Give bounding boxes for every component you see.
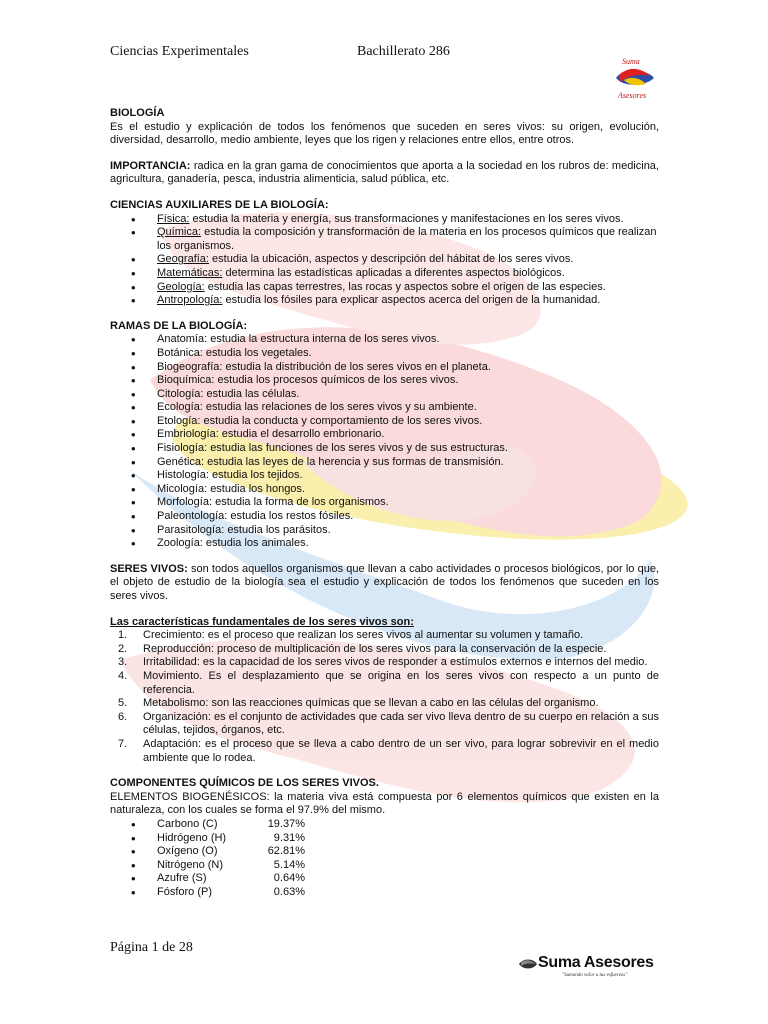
section-title-ramas: RAMAS DE LA BIOLOGÍA: xyxy=(110,319,248,332)
list-item-term: Geografía: xyxy=(157,253,209,266)
list-item-number: 2. xyxy=(118,642,128,655)
list-item xyxy=(110,886,659,900)
list-item-number: 1. xyxy=(118,629,128,642)
list-item xyxy=(110,629,659,643)
list-item: • Etología: estudia la conducta y comportamiento de los seres vivos. xyxy=(110,415,659,429)
svg-text:Asesores: Asesores xyxy=(618,91,647,100)
element-name: Carbono (C) xyxy=(157,817,218,830)
suma-asesores-logo xyxy=(612,54,658,100)
importancia-paragraph xyxy=(110,160,659,187)
list-item-desc: determina las estadísticas aplicadas a diferentes aspectos biológicos. xyxy=(222,266,565,279)
list-item: • Zoología: estudia los animales. xyxy=(110,537,659,551)
header-subject: Ciencias Experimentales xyxy=(110,44,249,59)
list-item xyxy=(110,267,659,281)
list-item-text: Adaptación: es el proceso que se lleva a cabo dentro de un ser vivo, para lograr sobrevivir en el medio ambiente que lo rodea. xyxy=(143,737,659,764)
list-item: • Anatomía: estudia la estructura interna de los seres vivos. xyxy=(110,333,659,347)
list-item xyxy=(110,872,659,886)
element-percent: 9.31% xyxy=(273,831,305,844)
list-item: • Ecología: estudia las relaciones de los seres vivos y su ambiente. xyxy=(110,401,659,415)
ramas-list xyxy=(110,333,659,551)
list-item xyxy=(110,294,659,308)
list-item-term: Geología: xyxy=(157,280,205,293)
list-item xyxy=(110,213,659,227)
list-item-text: Organización: es el conjunto de actividades que cada ser vivo lleva dentro de su cuerpo en relación a sus células, tejidos, órganos, etc. xyxy=(143,710,659,737)
list-item xyxy=(110,226,659,253)
list-item-text: Crecimiento: es el proceso que realizan los seres vivos al aumentar su volumen y tamaño. xyxy=(143,629,584,642)
list-item-number: 7. xyxy=(118,737,128,750)
list-item-term: Física: xyxy=(157,212,190,225)
section-title-biologia: BIOLOGÍA xyxy=(110,107,165,119)
list-item: • Parasitología: estudia los parásitos. xyxy=(110,524,659,538)
section-title-componentes: COMPONENTES QUÍMICOS DE LOS SERES VIVOS. xyxy=(110,777,379,790)
list-item-text: Reproducción: proceso de multiplicación de los seres vivos para la conservación de la especie. xyxy=(143,642,607,655)
element-percent: 62.81% xyxy=(267,845,305,858)
list-item-text: Movimiento. Es el desplazamiento que se origina en los seres vivos con respecto a un punto de referencia. xyxy=(143,669,659,696)
list-item-number: 6. xyxy=(118,710,128,723)
list-item-desc: estudia la composición y transformación de la materia en los procesos químicos que realizan los organismos. xyxy=(157,226,657,252)
list-item xyxy=(110,643,659,657)
seres-vivos-paragraph xyxy=(110,563,659,604)
list-item xyxy=(110,656,659,670)
element-percent: 0.63% xyxy=(273,885,305,898)
list-item-number: 3. xyxy=(118,656,128,669)
list-item xyxy=(110,670,659,697)
element-name: Nitrógeno (N) xyxy=(157,858,224,871)
list-item xyxy=(110,281,659,295)
list-item xyxy=(110,697,659,711)
page-number: Página 1 de 28 xyxy=(110,940,193,955)
list-item: • Biogeografía: estudia la distribución de los seres vivos en el planeta. xyxy=(110,361,659,375)
list-item xyxy=(110,253,659,267)
list-item xyxy=(110,738,659,765)
list-item: • Paleontología: estudia los restos fósiles. xyxy=(110,510,659,524)
element-name: Azufre (S) xyxy=(157,872,207,885)
seres-vivos-text: son todos aquellos organismos que llevan a cabo actividades o procesos biológicos, por lo que, el objeto de estudio de la biología sea el estudio y explicación de todos los fenómenos que suceden en los seres vivos. xyxy=(110,562,659,602)
list-item xyxy=(110,845,659,859)
section-title-caracteristicas: Las características fundamentales de los seres vivos son: xyxy=(110,615,414,628)
elements-list xyxy=(110,818,659,900)
auxiliares-list xyxy=(110,213,659,308)
seres-vivos-label: SERES VIVOS: xyxy=(110,562,188,575)
element-percent: 0.64% xyxy=(273,872,305,885)
footer-tagline: "Sumando valor a tus esfuerzos" xyxy=(562,973,628,978)
importancia-label: IMPORTANCIA: xyxy=(110,159,191,172)
list-item-desc: estudia la materia y energía, sus transformaciones y manifestaciones en los seres vivos. xyxy=(189,212,624,225)
document-body xyxy=(110,107,659,899)
list-item: • Bioquímica: estudia los procesos químicos de los seres vivos. xyxy=(110,374,659,388)
biologia-paragraph: Es el estudio y explicación de todos los fenómenos que suceden en seres vivos: su origen, evolución, diversidad, desarrollo, medio ambiente, leyes que los rigen y relaciones entre ellos, entre otros. xyxy=(110,120,659,147)
list-item: • Fisiología: estudia las funciones de los seres vivos y de sus estructuras. xyxy=(110,442,659,456)
section-title-auxiliares: CIENCIAS AUXILIARES DE LA BIOLOGÍA: xyxy=(110,198,329,211)
list-item xyxy=(110,818,659,832)
element-percent: 19.37% xyxy=(267,817,305,830)
list-item-text: Metabolismo: son las reacciones químicas que se llevan a cabo en las células del organismo. xyxy=(143,697,599,710)
header-school: Bachillerato 286 xyxy=(357,44,450,59)
componentes-paragraph: ELEMENTOS BIOGENÉSICOS: la materia viva está compuesta por 6 elementos químicos que existen en la naturaleza, con los cuales se forma el 97.9% del mismo. xyxy=(110,790,659,817)
list-item: • Botánica: estudia los vegetales. xyxy=(110,347,659,361)
element-name: Fósforo (P) xyxy=(157,885,213,898)
list-item-term: Antropología: xyxy=(157,294,223,307)
list-item-desc: estudia los fósiles para explicar aspectos acerca del origen de la humanidad. xyxy=(222,294,601,307)
list-item-desc: estudia las capas terrestres, las rocas y aspectos sobre el origen de las especies. xyxy=(204,280,606,293)
element-percent: 5.14% xyxy=(273,858,305,871)
list-item-number: 5. xyxy=(118,697,128,710)
list-item-term: Matemáticas: xyxy=(157,266,223,279)
element-name: Oxígeno (O) xyxy=(157,845,218,858)
caracteristicas-list xyxy=(110,629,659,765)
list-item: • Micología: estudia los hongos. xyxy=(110,483,659,497)
element-name: Hidrógeno (H) xyxy=(157,831,227,844)
list-item: • Genética: estudia las leyes de la herencia y sus formas de transmisión. xyxy=(110,456,659,470)
list-item: • Morfología: estudia la forma de los organismos. xyxy=(110,496,659,510)
svg-text:Suma: Suma xyxy=(622,57,640,66)
importancia-text: radica en la gran gama de conocimientos que aporta a la sociedad en los rubros de: medicina, agricultura, ganadería, pesca, industria alimenticia, salud pública, etc. xyxy=(110,159,659,186)
list-item-text: Irritabilidad: es la capacidad de los seres vivos de responder a estímulos externos e internos del medio. xyxy=(143,656,648,669)
list-item: • Embriología: estudia el desarrollo embrionario. xyxy=(110,428,659,442)
list-item: • Citología: estudia las células. xyxy=(110,388,659,402)
list-item-term: Química: xyxy=(157,226,202,239)
footer-brand: Suma Asesores xyxy=(538,954,654,971)
list-item: • Histología: estudia los tejidos. xyxy=(110,469,659,483)
list-item xyxy=(110,832,659,846)
list-item xyxy=(110,711,659,738)
list-item-desc: estudia la ubicación, aspectos y descripción del hábitat de los seres vivos. xyxy=(208,253,574,266)
list-item xyxy=(110,859,659,873)
list-item-number: 4. xyxy=(118,669,128,682)
